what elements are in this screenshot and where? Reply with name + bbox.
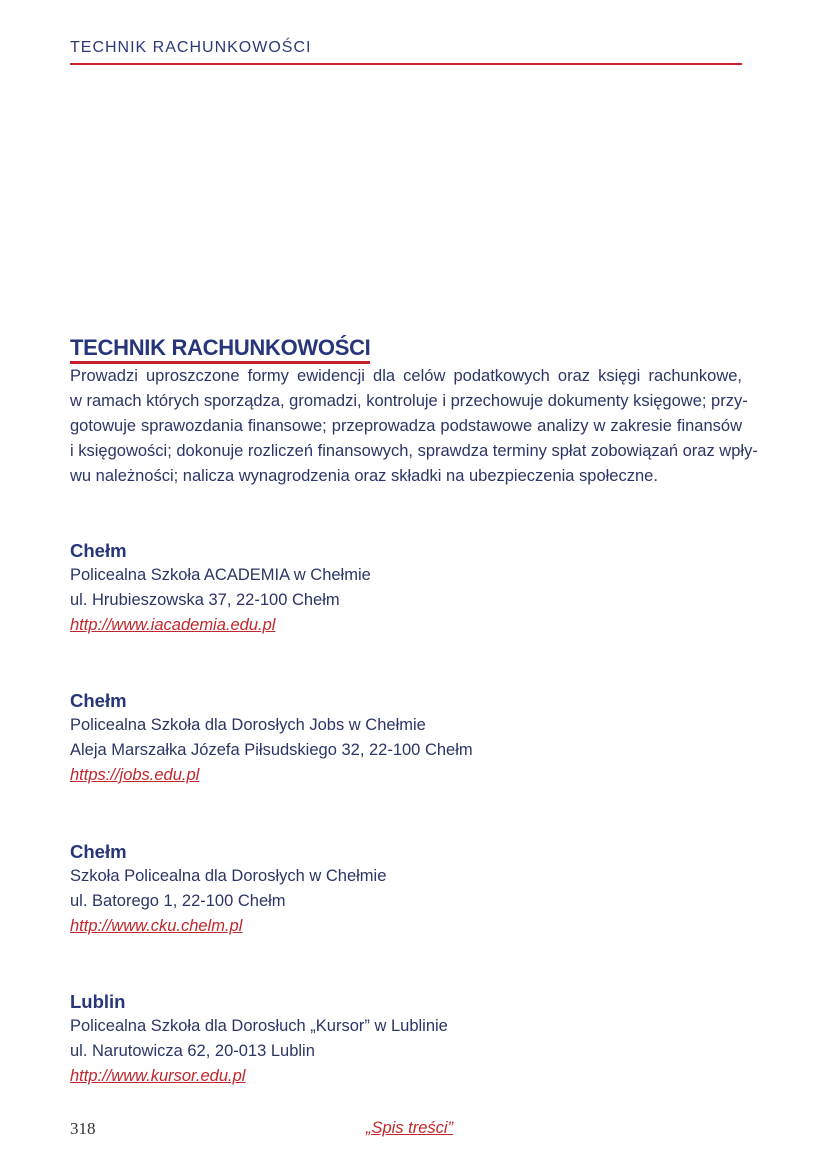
school-name: Policealna Szkoła dla Dorosłych Jobs w Chełmie — [70, 716, 426, 734]
school-name: Szkoła Policealna dla Dorosłych w Chełmie — [70, 867, 387, 885]
school-address: ul. Batorego 1, 22-100 Chełm — [70, 892, 286, 910]
school-entry — [70, 688, 473, 788]
school-entry — [70, 538, 371, 638]
running-header: TECHNIK RACHUNKOWOŚCI — [70, 39, 312, 56]
school-url-link[interactable]: http://www.kursor.edu.pl — [70, 1067, 246, 1085]
header-rule — [70, 63, 742, 65]
description-line: Prowadzi uproszczone formy ewidencji dla celów podatkowych oraz księgi rachunkowe, — [70, 367, 742, 385]
description-line: i księgowości; dokonuje rozliczeń finansowych, sprawdza terminy spłat zobowiązań oraz wpły- — [70, 442, 758, 460]
description-line: w ramach których sporządza, gromadzi, kontroluje i przechowuje dokumenty księgowe; przy- — [70, 392, 748, 410]
school-name: Policealna Szkoła ACADEMIA w Chełmie — [70, 566, 371, 584]
school-city: Chełm — [70, 540, 127, 561]
school-entry — [70, 989, 448, 1089]
school-entry — [70, 839, 386, 939]
school-url-link[interactable]: http://www.cku.chelm.pl — [70, 917, 243, 935]
school-url-link[interactable]: https://jobs.edu.pl — [70, 766, 200, 784]
school-address: ul. Narutowicza 62, 20-013 Lublin — [70, 1042, 315, 1060]
page-number: 318 — [70, 1119, 96, 1138]
description-line: gotowuje sprawozdania finansowe; przeprowadza podstawowe analizy w zakresie finansów — [70, 417, 742, 435]
section-title: TECHNIK RACHUNKOWOŚCI — [70, 335, 370, 364]
table-of-contents-link[interactable]: „Spis treści” — [366, 1119, 454, 1137]
school-name: Policealna Szkoła dla Dorosłuch „Kursor” w Lublinie — [70, 1017, 448, 1035]
school-url-link[interactable]: http://www.iacademia.edu.pl — [70, 616, 276, 634]
school-address: ul. Hrubieszowska 37, 22-100 Chełm — [70, 591, 340, 609]
school-city: Lublin — [70, 991, 126, 1012]
section-description — [70, 364, 758, 489]
school-city: Chełm — [70, 841, 127, 862]
school-address: Aleja Marszałka Józefa Piłsudskiego 32, 22-100 Chełm — [70, 741, 473, 759]
description-line: wu należności; nalicza wynagrodzenia oraz składki na ubezpieczenia społeczne. — [70, 467, 658, 485]
school-city: Chełm — [70, 690, 127, 711]
